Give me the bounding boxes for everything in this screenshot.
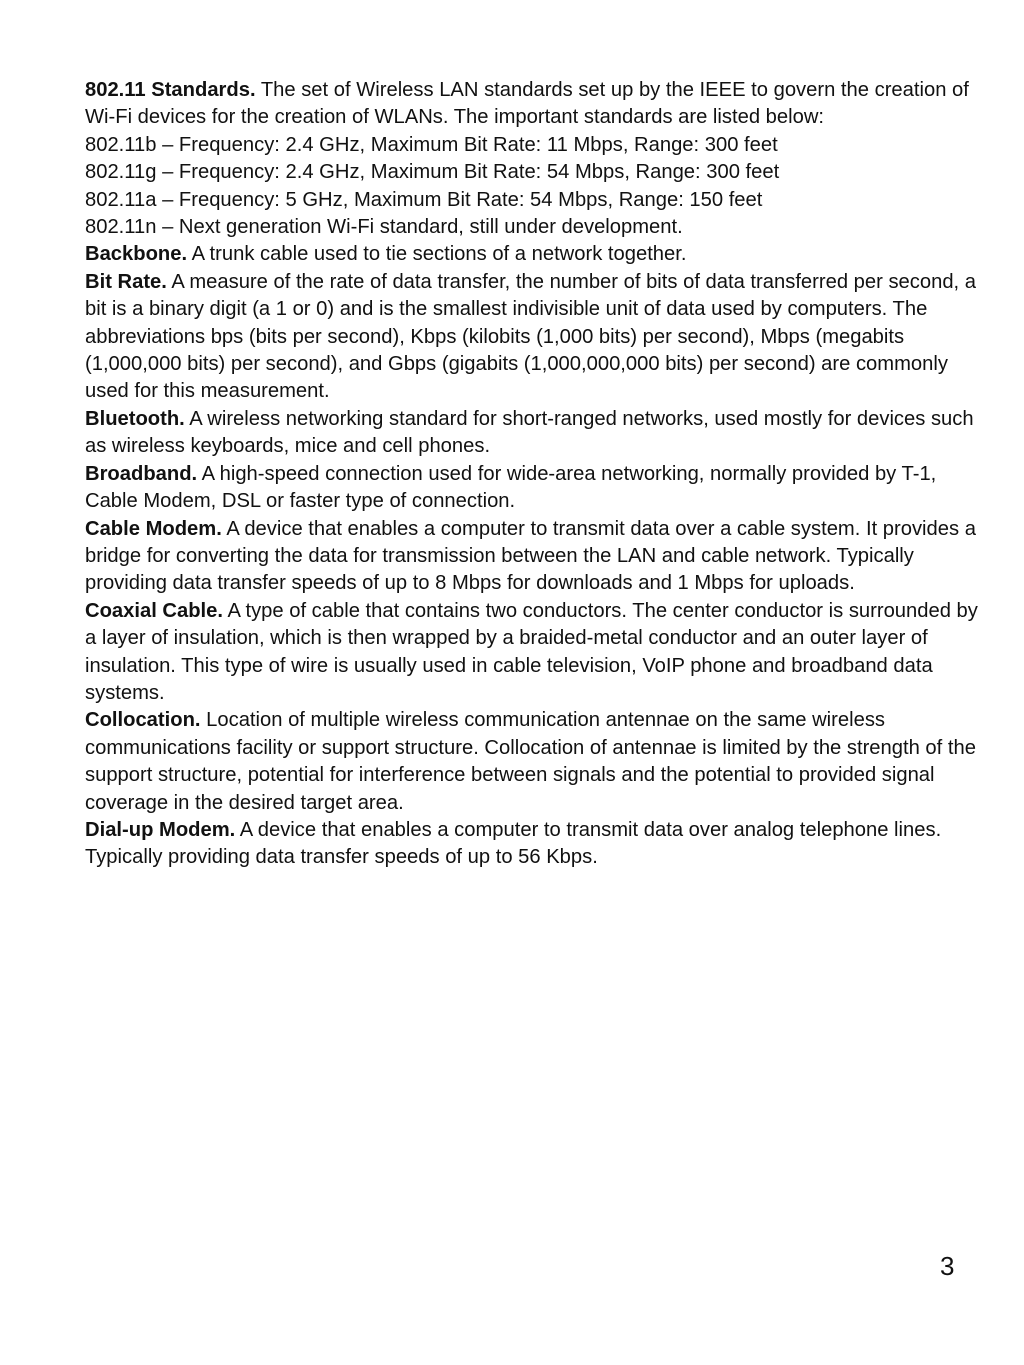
glossary-entry-broadband — [85, 461, 990, 516]
glossary-definition: A measure of the rate of data transfer, the number of bits of data transferred per second, a bit is a binary digit (a 1 or 0) and is the smallest indivisible unit of data used by computers. The abbreviations bps (bits per second), Kbps (kilobits (1,000 bits) per second), Mbps (megabits (1,000,000 bits) per second), and Gbps (gigabits (1,000,000,000 bits) per second) are commonly used for this measurement. — [85, 270, 976, 403]
glossary-entry-bit-rate — [85, 269, 990, 406]
glossary-term: 802.11 Standards. — [85, 79, 256, 101]
standard-802-11n-line: 802.11n – Next generation Wi-Fi standard, still under development. — [85, 216, 683, 239]
glossary-definition: Location of multiple wireless communication antennae on the same wireless communications facility or support structure. Collocation of antennae is limited by the strength of the support structure, potential for interference between signals and the potential to provided signal coverage in the desired target area. — [85, 709, 976, 814]
glossary-term: Dial-up Modem. — [85, 818, 236, 841]
glossary-definition: A device that enables a computer to transmit data over a cable system. It provides a bridge for converting the data for transmission between the LAN and cable network. Typically providing data transfer speeds of up to 8 Mbps for downloads and 1 Mbps for uploads. — [85, 517, 976, 595]
page-number: 3 — [940, 1251, 955, 1281]
glossary-entry-coaxial-cable — [85, 598, 990, 708]
glossary-definition: The set of Wireless LAN standards set up by the IEEE to govern the creation of Wi-Fi devices for the creation of WLANs. The important standards are listed below: — [85, 79, 969, 129]
glossary-body — [85, 77, 990, 872]
glossary-definition: A high-speed connection used for wide-area networking, normally provided by T-1, Cable Modem, DSL or faster type of connection. — [85, 462, 937, 513]
glossary-entry-bluetooth — [85, 406, 990, 461]
glossary-definition: A trunk cable used to tie sections of a network together. — [187, 243, 687, 266]
glossary-entry-cable-modem — [85, 516, 990, 598]
glossary-entry-collocation — [85, 707, 990, 817]
glossary-term: Broadband. — [85, 462, 198, 485]
standard-802-11b-line: 802.11b – Frequency: 2.4 GHz, Maximum Bit Rate: 11 Mbps, Range: 300 feet — [85, 133, 778, 156]
glossary-definition: A type of cable that contains two conductors. The center conductor is surrounded by a layer of insulation, which is then wrapped by a braided-metal conductor and an outer layer of insulation. This type of wire is usually used in cable television, VoIP phone and broadband data systems. — [85, 599, 978, 704]
glossary-term: Coaxial Cable. — [85, 599, 224, 622]
glossary-entry-backbone — [85, 241, 990, 268]
glossary-term: Backbone. — [85, 243, 188, 266]
glossary-definition: A device that enables a computer to transmit data over analog telephone lines. Typically providing data transfer speeds of up to 56 Kbps. — [85, 818, 942, 869]
glossary-term: Bit Rate. — [85, 270, 167, 293]
standard-802-11a-line: 802.11a – Frequency: 5 GHz, Maximum Bit Rate: 54 Mbps, Range: 150 feet — [85, 188, 763, 211]
glossary-entry-802-11-standards — [85, 77, 990, 132]
standard-802-11g-line: 802.11g – Frequency: 2.4 GHz, Maximum Bit Rate: 54 Mbps, Range: 300 feet — [85, 161, 780, 184]
glossary-definition: A wireless networking standard for short-ranged networks, used mostly for devices such as wireless keyboards, mice and cell phones. — [85, 407, 974, 458]
glossary-term: Cable Modem. — [85, 517, 222, 540]
glossary-entry-dial-up-modem — [85, 817, 990, 872]
glossary-term: Bluetooth. — [85, 407, 185, 430]
glossary-term: Collocation. — [85, 709, 201, 732]
